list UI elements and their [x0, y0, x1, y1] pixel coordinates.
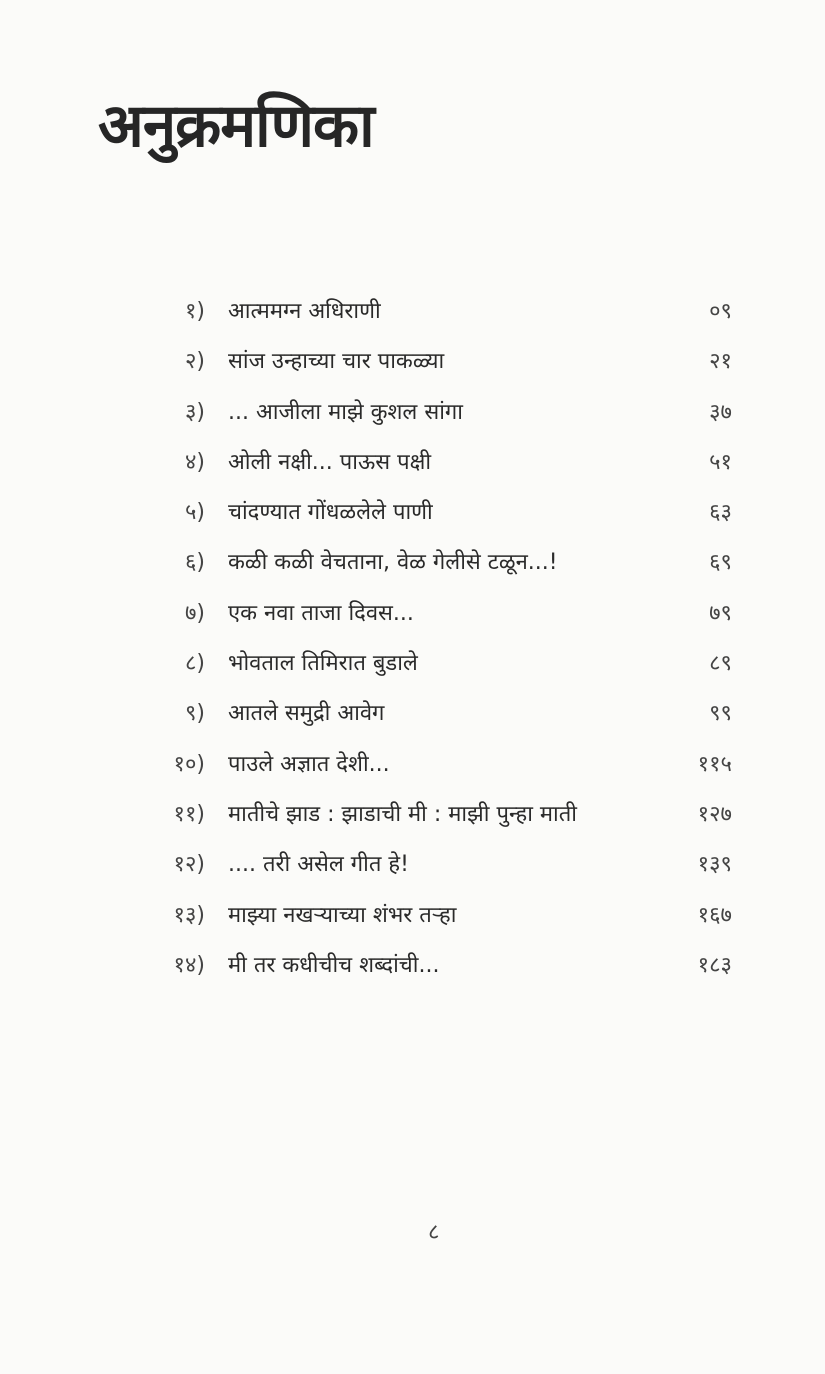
entry-title: आतले समुद्री आवेग	[228, 701, 385, 727]
entry-title: कळी कळी वेचताना, वेळ गेलीसे टळून...!	[228, 550, 558, 576]
entry-number: १२)	[173, 852, 205, 878]
entry-number: ३)	[184, 399, 205, 425]
entry-title: ... आजीला माझे कुशल सांगा	[228, 399, 463, 425]
entry-page: ७९	[709, 600, 732, 626]
entry-page: ६९	[709, 550, 732, 576]
entry-page: १६७	[697, 902, 732, 928]
entry-number: ८)	[184, 651, 205, 677]
entry-number: १४)	[173, 952, 205, 978]
entry-title: .... तरी असेल गीत हे!	[228, 852, 409, 878]
entry-page: ९९	[709, 701, 732, 727]
entry-title: भोवताल तिमिरात बुडाले	[228, 651, 418, 677]
entry-page: १३९	[697, 852, 732, 878]
entry-title: एक नवा ताजा दिवस...	[228, 600, 414, 626]
toc-entry	[140, 393, 740, 443]
entry-page: ६३	[709, 500, 732, 526]
entry-page: ८९	[709, 651, 732, 677]
entry-number: ७)	[184, 600, 205, 626]
toc-entry	[140, 443, 740, 493]
entry-title: माझ्या नखऱ्याच्या शंभर तऱ्हा	[228, 902, 457, 928]
table-of-contents	[140, 292, 740, 996]
entry-title: मातीचे झाड : झाडाची मी : माझी पुन्हा माती	[228, 801, 577, 827]
entry-number: २)	[184, 349, 205, 375]
entry-page: १२७	[697, 801, 732, 827]
entry-title: ओली नक्षी... पाऊस पक्षी	[228, 449, 432, 475]
page-title: अनुक्रमणिका	[98, 91, 374, 161]
toc-entry	[140, 644, 740, 694]
entry-page: ११५	[697, 751, 732, 777]
entry-number: ४)	[184, 449, 205, 475]
toc-entry	[140, 745, 740, 795]
entry-title: मी तर कधीचीच शब्दांची...	[228, 952, 440, 978]
toc-entry	[140, 342, 740, 392]
toc-entry	[140, 493, 740, 543]
toc-entry	[140, 694, 740, 744]
entry-page: १८३	[697, 952, 732, 978]
entry-title: आत्ममग्न अधिराणी	[228, 299, 381, 324]
toc-entry	[140, 292, 740, 342]
page-number: ८	[428, 1220, 440, 1245]
entry-number: १)	[184, 299, 205, 324]
entry-page: २१	[709, 349, 732, 375]
toc-entry	[140, 795, 740, 845]
entry-number: ९)	[184, 701, 205, 727]
entry-title: चांदण्यात गोंधळलेले पाणी	[228, 500, 433, 526]
toc-entry	[140, 845, 740, 895]
toc-entry	[140, 543, 740, 593]
entry-page: ५१	[709, 449, 732, 475]
toc-entry	[140, 594, 740, 644]
entry-number: ११)	[173, 801, 205, 827]
entry-page: ३७	[709, 399, 732, 425]
entry-title: पाउले अज्ञात देशी...	[228, 751, 390, 777]
entry-page: ०९	[709, 299, 732, 324]
entry-number: ५)	[184, 500, 205, 526]
toc-entry	[140, 946, 740, 996]
toc-entry	[140, 896, 740, 946]
entry-number: ६)	[184, 550, 205, 576]
entry-number: १०)	[173, 751, 205, 777]
entry-number: १३)	[173, 902, 205, 928]
entry-title: सांज उन्हाच्या चार पाकळ्या	[228, 349, 445, 375]
